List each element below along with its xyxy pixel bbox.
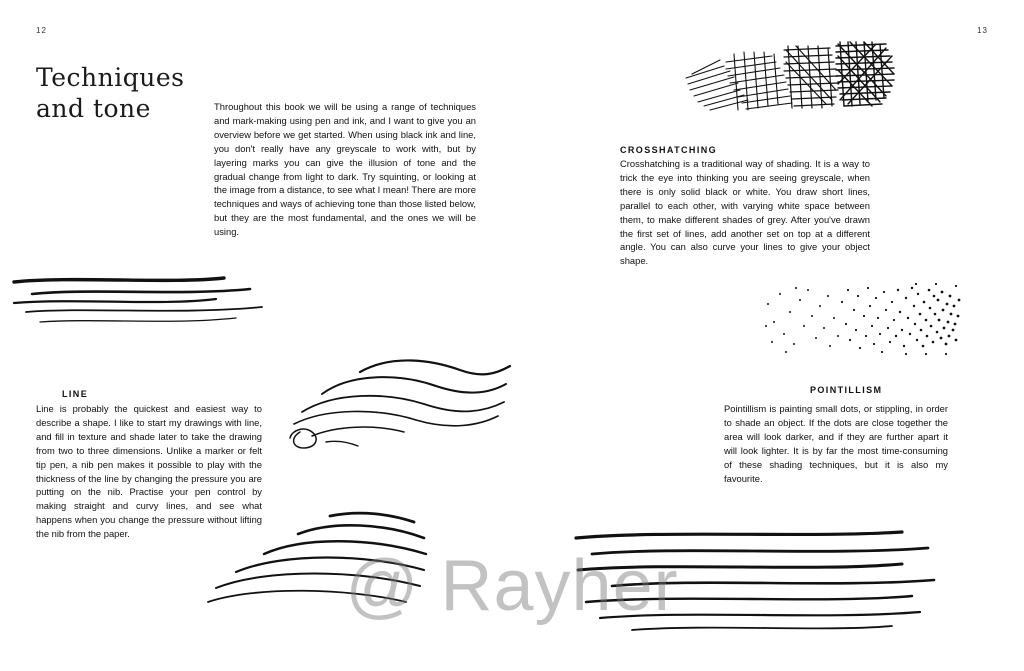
watermark: @ Rayher xyxy=(345,546,679,626)
line-wave-sample-illustration xyxy=(200,508,450,618)
crosshatch-sample-illustration xyxy=(680,40,920,130)
line-straight-sample-illustration xyxy=(10,272,280,332)
line-thick-strokes-sample-illustration xyxy=(572,528,952,638)
intro-paragraph: Throughout this book we will be using a range of techniques and mark-making using pen and ink, and I want to give you an overview before we get started. When using black ink and line, you don't really have any greyscale to work with, but by layering marks you can give the illusion of tone and the gradual change from light to dark. Try squinting, or looking at the image from a distance, to see what I mean! There are more techniques and ways of achieving tone than those listed below, but they are the most fundamental, and the ones we will be using. xyxy=(214,101,476,238)
section-heading-pointillism: POINTILLISM xyxy=(810,385,883,395)
page-title-line-1: Techniques xyxy=(36,63,185,92)
page-title-line-2: and tone xyxy=(36,94,151,124)
page-number-right: 13 xyxy=(977,26,988,35)
page-number-left: 12 xyxy=(36,26,47,35)
section-heading-line: LINE xyxy=(62,389,89,399)
section-body-pointillism: Pointillism is painting small dots, or stippling, in order to shade an object. If the dots are close together the area will look darker, and if they are further apart it will look lighter. It is by far the most time-consuming of these shading techniques, but it is also my favourite. xyxy=(724,403,948,484)
section-body-line: Line is probably the quickest and easiest way to describe a shape. I like to start my drawings with line, and fill in texture and shade later to take the drawing from two to three dimensions. Unlike a marker or felt tip pen, a nib pen makes it possible to play with the thickness of the line by changing the pressure you are putting on the nib. Practise your pen control by making straight and curvy lines, and see what happens when you change the pressure without lifting the nib from the paper. xyxy=(36,403,262,540)
section-body-crosshatching: Crosshatching is a traditional way of shading. It is a way to trick the eye into thinking you are seeing greyscale, when there is only solid black or white. You draw short lines, parallel to each other, with varying white space between them, to make different shades of grey. After you've drawn the first set of lines, add another set on top at a different angle. You can also curve your lines to give your object shape. xyxy=(620,158,870,267)
section-heading-crosshatching: CROSSHATCHING xyxy=(620,145,718,155)
line-curvy-sample-illustration xyxy=(282,350,542,460)
stipple-sample-illustration xyxy=(760,282,960,362)
